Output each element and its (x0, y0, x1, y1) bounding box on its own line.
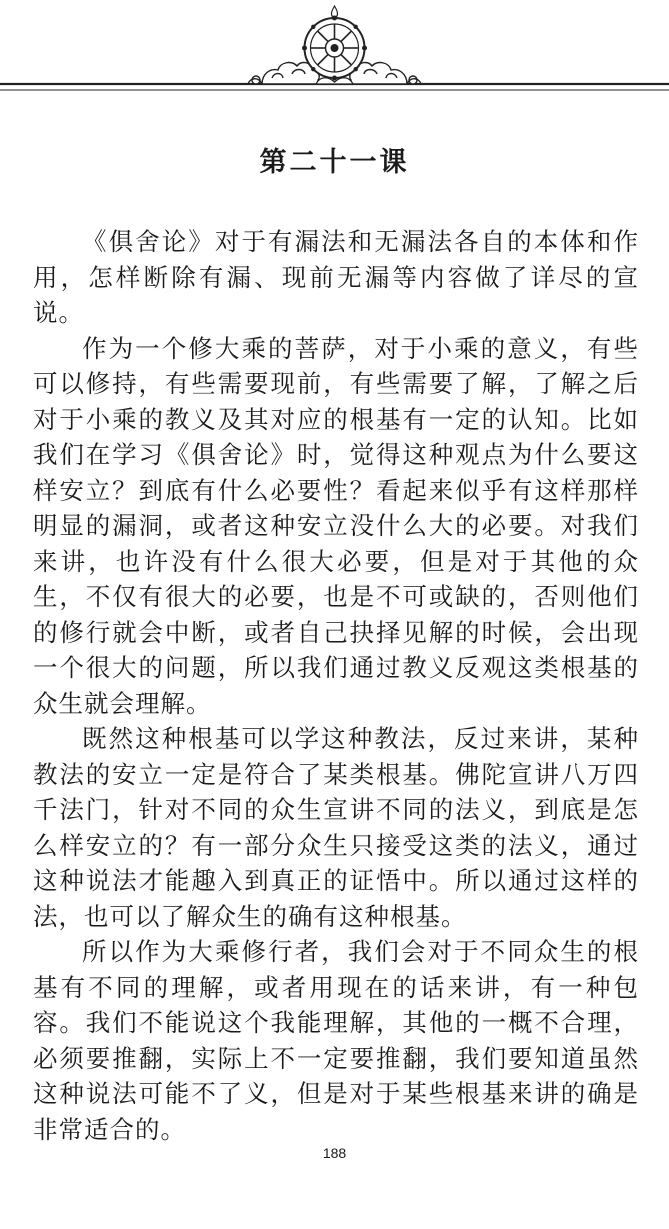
page-header-ornament (0, 0, 669, 110)
paragraph-1: 《俱舍论》对于有漏法和无漏法各自的本体和作用，怎样断除有漏、现前无漏等内容做了详尽的宣说。 (33, 227, 639, 327)
paragraph-4: 所以作为大乘修行者，我们会对于不同众生的根基有不同的理解，或者用现在的话来讲，有一种包容。我们不能说这个我能理解，其他的一概不合理，必须要推翻，实际上不一定要推翻，我们要知道虽然这种说法可能不了义，但是对于某些根基来讲的确是非常适合的。 (33, 937, 639, 1144)
paragraph-3: 既然这种根基可以学这种教法，反过来讲，某种教法的安立一定是符合了某类根基。佛陀宣讲八万四千法门，针对不同的众生宣讲不同的法义，到底是怎么样安立的？有一部分众生只接受这类的法义，通过这种说法才能趣入到真正的证悟中。所以通过这样的法，也可以了解众生的确有这种根基。 (33, 724, 639, 931)
paragraph-2: 作为一个修大乘的菩萨，对于小乘的意义，有些可以修持，有些需要现前，有些需要了解，了解之后对于小乘的教义及其对应的根基有一定的认知。比如我们在学习《俱舍论》时，觉得这种观点为什么要这样安立？到底有什么必要性？看起来似乎有这样那样明显的漏洞，或者这种安立没什么大的必要。对我们来讲，也许没有什么很大必要，但是对于其他的众生，不仅有很大的必要，也是不可或缺的，否则他们的修行就会中断，或者自己抉择见解的时候，会出现一个很大的问题，所以我们通过教义反观这类根基的众生就会理解。 (33, 333, 639, 718)
cloud-ornament-right-icon (350, 63, 421, 84)
lesson-body (33, 224, 639, 1147)
page-number: 188 (322, 1145, 347, 1161)
chapter-title: 第二十一课 (259, 147, 410, 178)
header-svg (0, 0, 669, 110)
cloud-ornament-left-icon (248, 63, 319, 84)
